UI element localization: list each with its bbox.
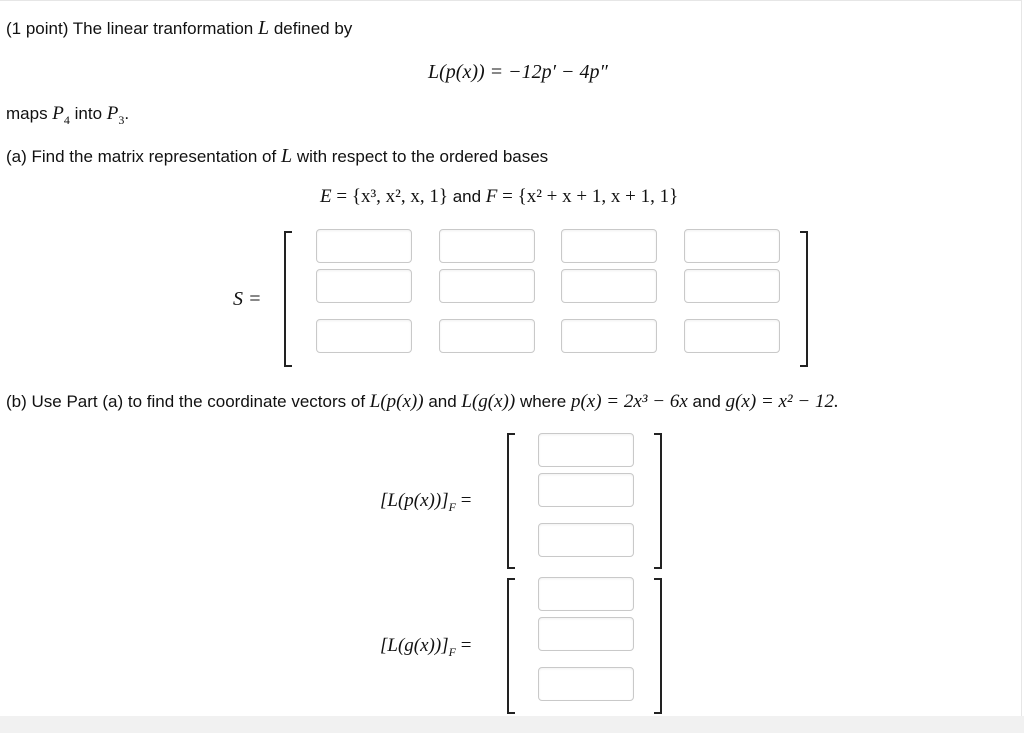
matrix-s-entry-r2c4[interactable] (684, 269, 780, 303)
vector-g-entry-2[interactable] (538, 617, 634, 651)
part-b-lp: L(p(x)) (369, 391, 424, 412)
matrix-s-entry-r3c4[interactable] (684, 319, 780, 353)
vector-g-label: $[L(g(x))]_F$ = (380, 635, 472, 659)
maps-end: . (124, 104, 130, 123)
part-b-g-def: g(x) = x² − 12. (725, 391, 839, 412)
part-b-where: where (515, 392, 571, 411)
basis-e-label: E (320, 186, 332, 207)
vector-g-entry-3[interactable] (538, 667, 634, 701)
into-word: into (69, 104, 107, 123)
definition-rhs: = −12p′ − 4p″ (484, 61, 608, 83)
vector-g-left-bracket (507, 578, 515, 714)
matrix-s-left-bracket (284, 231, 292, 367)
vector-g-entry-1[interactable] (538, 577, 634, 611)
bases-and: and (447, 187, 486, 206)
part-b-and: and (423, 392, 462, 411)
basis-f-set: = {x² + x + 1, x + 1, 1} (497, 186, 679, 207)
part-b-prefix: (b) Use Part (a) to find the coordinate vectors of (6, 392, 370, 411)
vector-p-label: $[L(p(x))]_F$ = (380, 490, 472, 514)
p4-subscript: 4 (63, 112, 70, 127)
matrix-s-entry-r3c1[interactable] (316, 319, 412, 353)
matrix-s-entry-r1c4[interactable] (684, 229, 780, 263)
p3-symbol: P (106, 103, 119, 124)
part-a-suffix: with respect to the ordered bases (292, 147, 549, 166)
matrix-s-label: S = (233, 288, 262, 310)
vector-p-entry-2[interactable] (538, 473, 634, 507)
matrix-s-entry-r1c2[interactable] (439, 229, 535, 263)
basis-e-set: = {x³, x², x, 1} (331, 186, 448, 207)
definition-equation (428, 62, 608, 82)
p4-symbol: P (52, 103, 64, 124)
part-a-L: L (280, 145, 293, 167)
part-a-prefix: (a) Find the matrix representation of (6, 147, 281, 166)
bottom-band (0, 716, 1024, 733)
definition-lhs: L(p(x)) (428, 61, 485, 83)
p3-subscript: 3 (118, 112, 125, 127)
bases-line (320, 187, 678, 206)
intro-text (6, 18, 352, 38)
matrix-s-entry-r2c2[interactable] (439, 269, 535, 303)
part-a-text (6, 146, 548, 166)
matrix-s-entry-r1c3[interactable] (561, 229, 657, 263)
matrix-s-entry-r2c3[interactable] (561, 269, 657, 303)
basis-f-label: F (485, 186, 498, 207)
maps-word: maps (6, 104, 53, 123)
intro-L: L (257, 17, 270, 39)
part-b-and2: and (687, 392, 726, 411)
matrix-s-entry-r3c3[interactable] (561, 319, 657, 353)
vector-p-entry-3[interactable] (538, 523, 634, 557)
vector-g-right-bracket (654, 578, 662, 714)
part-b-text (6, 392, 839, 411)
intro-prefix: (1 point) The linear tranformation (6, 19, 258, 38)
vector-p-left-bracket (507, 433, 515, 569)
matrix-s-entry-r1c1[interactable] (316, 229, 412, 263)
matrix-s-right-bracket (800, 231, 808, 367)
maps-line (6, 104, 129, 126)
intro-suffix: defined by (269, 19, 353, 38)
matrix-s-entry-r3c2[interactable] (439, 319, 535, 353)
part-b-p-def: p(x) = 2x³ − 6x (570, 391, 688, 412)
vector-p-entry-1[interactable] (538, 433, 634, 467)
matrix-s-entry-r2c1[interactable] (316, 269, 412, 303)
part-b-lg: L(g(x)) (461, 391, 516, 412)
vector-p-right-bracket (654, 433, 662, 569)
